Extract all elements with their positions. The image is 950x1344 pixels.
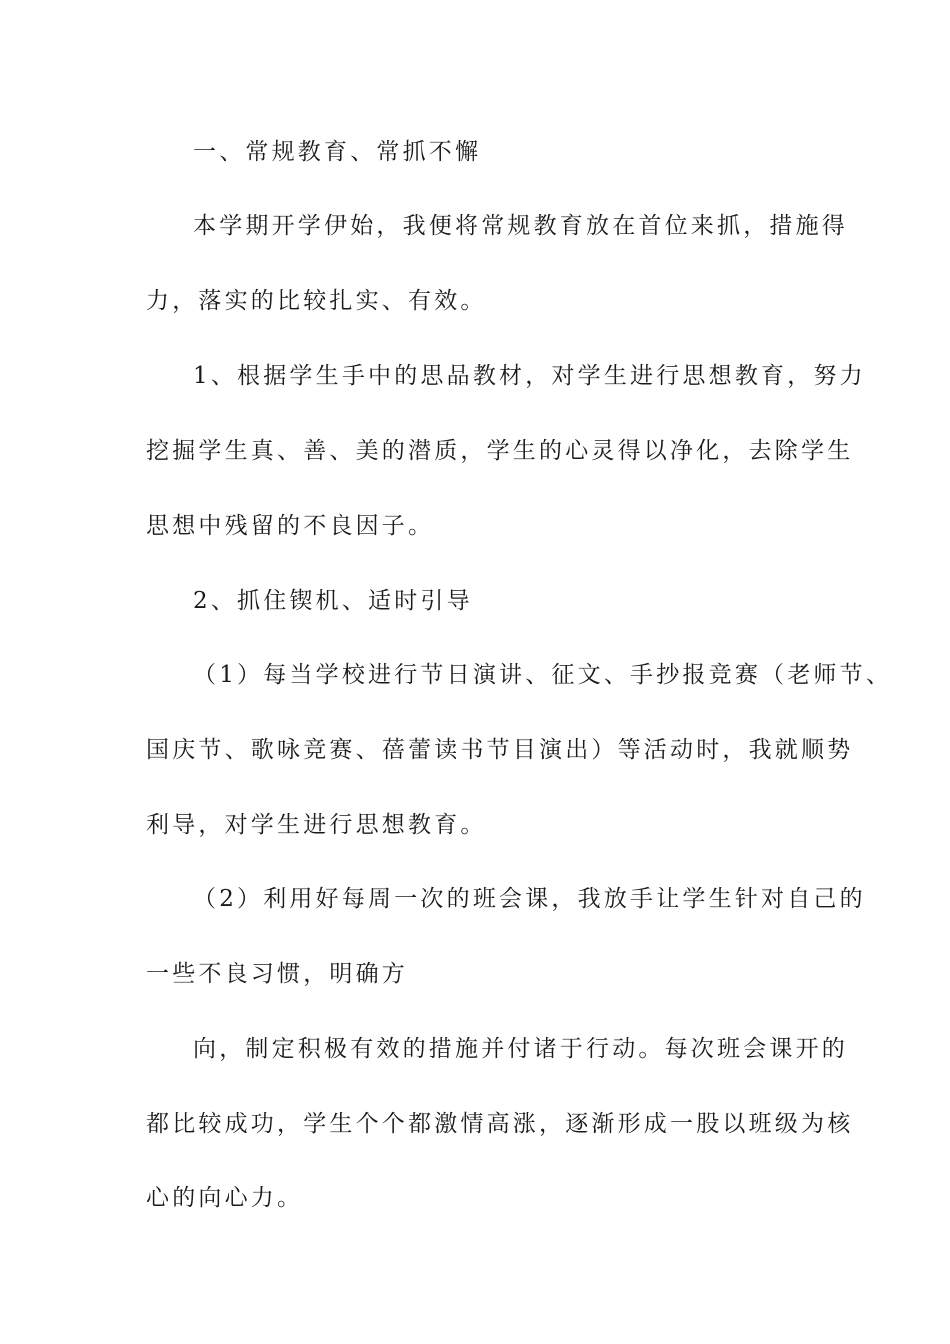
intro-line-2: 力，落实的比较扎实、有效。 [146, 288, 487, 314]
sub1-line-3: 利导，对学生进行思想教育。 [146, 812, 487, 838]
sub2-line-2: 一些不良习惯，明确方 [146, 961, 408, 987]
continuation-line-1: 向，制定积极有效的措施并付诸于行动。每次班会课开的 [193, 1036, 848, 1062]
intro-line-1: 本学期开学伊始，我便将常规教育放在首位来抓，措施得 [193, 213, 848, 239]
continuation-line-2: 都比较成功，学生个个都激情高涨，逐渐形成一股以班级为核 [146, 1111, 854, 1137]
item2-heading: 2、抓住锲机、适时引导 [193, 588, 473, 614]
item1-line-3: 思想中残留的不良因子。 [146, 513, 435, 539]
sub1-line-1: （1）每当学校进行节日演讲、征文、手抄报竞赛（老师节、 [193, 662, 893, 688]
continuation-line-3: 心的向心力。 [146, 1185, 304, 1211]
section-heading: 一、常规教育、常抓不懈 [193, 139, 482, 165]
item1-line-1: 1、根据学生手中的思品教材，对学生进行思想教育，努力 [193, 363, 866, 389]
item1-line-2: 挖掘学生真、善、美的潜质，学生的心灵得以净化，去除学生 [146, 438, 854, 464]
sub1-line-2: 国庆节、歌咏竞赛、蓓蕾读书节目演出）等活动时，我就顺势 [146, 737, 854, 763]
sub2-line-1: （2）利用好每周一次的班会课，我放手让学生针对自己的 [193, 886, 866, 912]
